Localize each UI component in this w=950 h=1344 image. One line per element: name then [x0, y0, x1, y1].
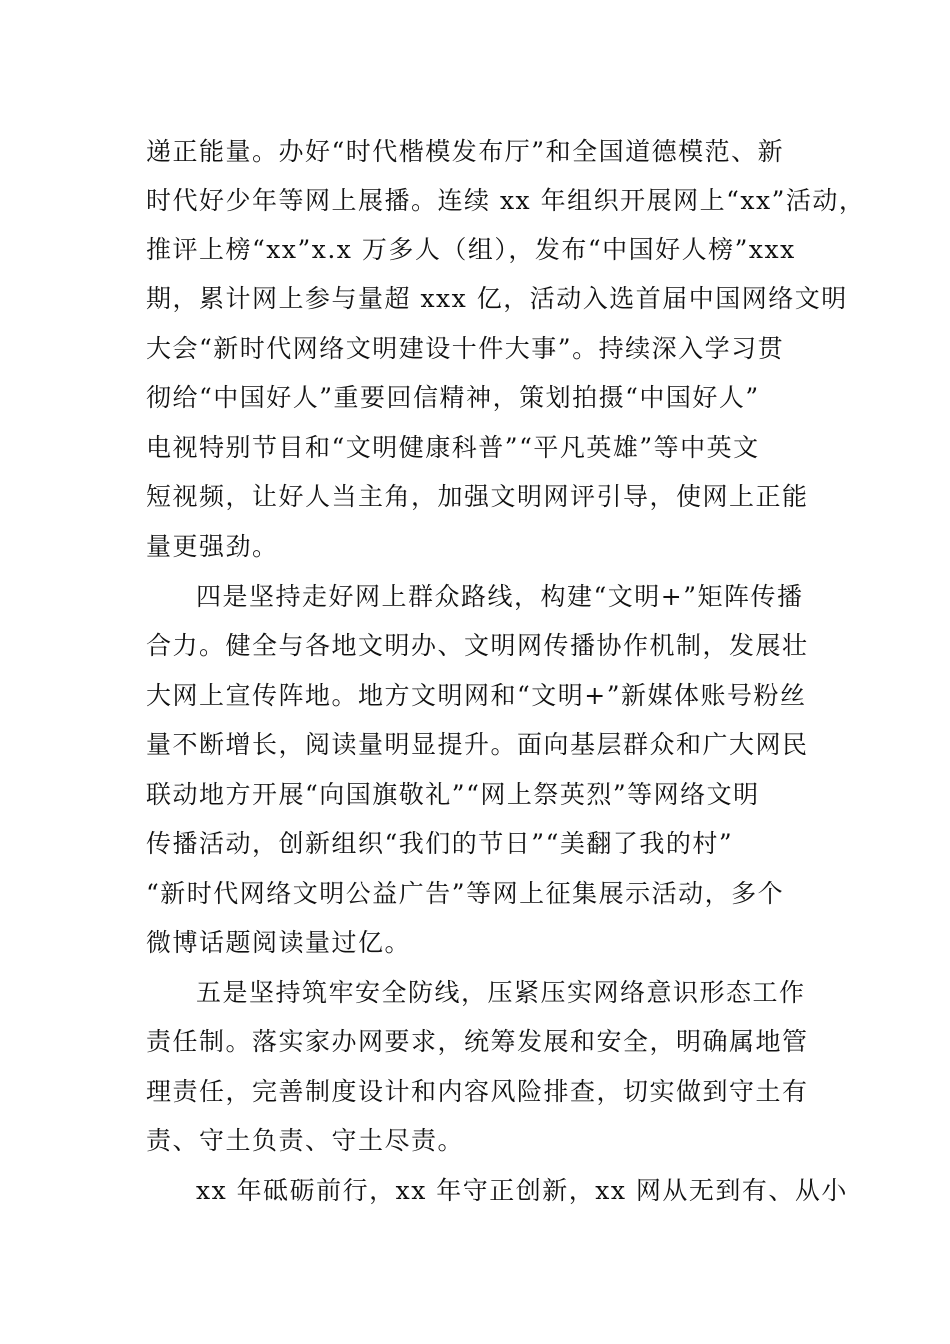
text-line: 责任制。落实家办网要求，统筹发展和安全，明确属地管: [146, 1027, 809, 1056]
text-line: 递正能量。办好“时代楷模发布厅”和全国道德模范、新: [146, 137, 785, 166]
paragraph-start-line: xx 年砥砺前行，xx 年守正创新，xx 网从无到有、从小: [196, 1176, 848, 1205]
text-line: 责、守土负责、守土尽责。: [146, 1126, 465, 1155]
text-line: 大网上宣传阵地。地方文明网和“文明+”新媒体账号粉丝: [146, 681, 807, 710]
text-line: 彻给“中国好人”重要回信精神，策划拍摄“中国好人”: [146, 383, 760, 412]
text-line: 短视频，让好人当主角，加强文明网评引导，使网上正能: [146, 482, 809, 511]
text-line: 大会“新时代网络文明建设十件大事”。持续深入学习贯: [146, 334, 785, 363]
text-line: 期，累计网上参与量超 xxx 亿，活动入选首届中国网络文明: [146, 284, 848, 313]
text-line: 推评上榜“xx”x.x 万多人（组），发布“中国好人榜”xxx: [146, 235, 796, 264]
text-line: 理责任，完善制度设计和内容风险排查，切实做到守土有: [146, 1077, 809, 1106]
text-line: 联动地方开展“向国旗敬礼”“网上祭英烈”等网络文明: [146, 780, 760, 809]
text-line: 合力。健全与各地文明办、文明网传播协作机制，发展壮: [146, 631, 809, 660]
text-line: 电视特别节目和“文明健康科普”“平凡英雄”等中英文: [146, 433, 760, 462]
text-line: 量更强劲。: [146, 532, 279, 561]
text-line: 微博话题阅读量过亿。: [146, 928, 412, 957]
text-line: 传播活动，创新组织“我们的节日”“美翻了我的村”: [146, 829, 734, 858]
paragraph-start-line: 四是坚持走好网上群众路线，构建“文明+”矩阵传播: [196, 582, 804, 611]
paragraph-start-line: 五是坚持筑牢安全防线，压紧压实网络意识形态工作: [196, 978, 806, 1007]
text-line: “新时代网络文明公益广告”等网上征集展示活动，多个: [146, 879, 785, 908]
text-line: 时代好少年等网上展播。连续 xx 年组织开展网上“xx”活动，: [146, 186, 866, 215]
text-line: 量不断增长，阅读量明显提升。面向基层群众和广大网民: [146, 730, 809, 759]
